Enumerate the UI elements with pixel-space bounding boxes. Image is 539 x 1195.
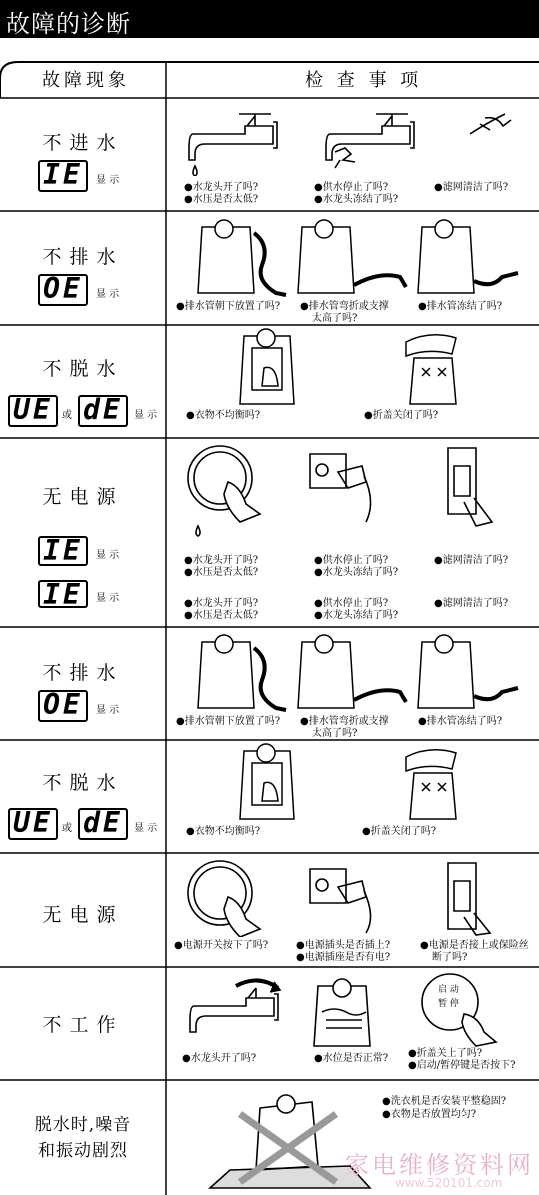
start-button-label: 启 动 [438, 985, 459, 995]
display-label: 显 示 [96, 175, 120, 186]
check-item: ●供水停止了吗? [314, 598, 389, 609]
power-check-illustrations [180, 857, 530, 937]
display-label: 显 示 [96, 550, 120, 561]
check-item: 断了吗? [432, 952, 468, 963]
check-item: ●水压是否太低? [184, 610, 259, 621]
display-label: 显 示 [134, 823, 158, 834]
pause-button-label: 暂 停 [438, 999, 459, 1009]
check-item: ●衣物是否放置均匀? [382, 1109, 477, 1120]
check-item: ●衣物不均衡吗? [186, 826, 261, 837]
check-item: ●排水管弯折或支撑 [300, 301, 389, 312]
error-code-display: dE [78, 395, 128, 427]
symptom-no-power: 无电源 [42, 486, 124, 508]
display-label: 显 示 [134, 410, 158, 421]
check-item: ●排水管朝下放置了吗? [176, 716, 281, 727]
check-item: ●排水管冻结了吗? [418, 716, 503, 727]
operation-check-illustrations [186, 972, 526, 1048]
check-item: ●水龙头开了吗? [182, 1053, 257, 1064]
symptom-noise-vibration: 脱水时,噪音 [34, 1115, 132, 1135]
error-code-display: IE [38, 536, 88, 566]
check-item: ●水龙头冻结了吗? [314, 567, 399, 578]
check-item: ●折盖关闭了吗? [362, 826, 437, 837]
check-item: ●洗衣机是否安装平整稳固? [382, 1096, 507, 1107]
symptom-no-spin: 不脱水 [42, 772, 124, 794]
display-label: 显 示 [96, 705, 120, 716]
display-label: 显 示 [96, 289, 120, 300]
check-item: ●水龙头冻结了吗? [314, 610, 399, 621]
power-check-illustrations [180, 442, 530, 550]
check-item: ●滤网清洁了吗? [434, 598, 509, 609]
check-item: ●供水停止了吗? [314, 555, 389, 566]
watermark-text: 家电维修资料网 [345, 1151, 534, 1179]
error-code-display: IE [38, 580, 88, 608]
symptom-no-drain: 不排水 [42, 662, 124, 684]
or-label: 或 [62, 823, 72, 834]
check-item: ●水压是否太低? [184, 567, 259, 578]
error-code-display: UE [8, 395, 58, 427]
error-code-display: dE [78, 808, 128, 840]
or-label: 或 [62, 410, 72, 421]
error-code-display: OE [38, 274, 88, 306]
check-item: ●折盖关上了吗? [408, 1048, 483, 1059]
check-item: 太高了吗? [312, 313, 358, 324]
check-item: ●排水管冻结了吗? [418, 301, 503, 312]
faucet-illustrations [185, 104, 530, 176]
symptom-no-spin: 不脱水 [42, 358, 124, 380]
check-item: ●滤网清洁了吗? [434, 182, 509, 193]
unbalanced-load-illustrations [230, 328, 480, 408]
error-code-display: IE [38, 160, 88, 192]
check-item: ●水位是否正常? [314, 1053, 389, 1064]
symptom-no-water-in: 不进水 [42, 132, 124, 154]
check-item: ●水龙头冻结了吗? [314, 194, 399, 205]
check-item: 太高了吗? [312, 728, 358, 739]
check-item: ●衣物不均衡吗? [186, 410, 261, 421]
washer-drain-illustrations [180, 630, 530, 715]
check-item: ●启动/暂停键是否按下? [408, 1060, 516, 1071]
symptom-no-power: 无电源 [42, 904, 124, 926]
check-item: ●排水管朝下放置了吗? [176, 301, 281, 312]
check-item: ●水龙头开了吗? [184, 555, 259, 566]
symptom-not-working: 不工作 [42, 1014, 124, 1036]
header-symptom: 故障现象 [42, 70, 130, 91]
watermark-url: www.520101.com [395, 1176, 503, 1190]
washer-drain-illustrations [180, 215, 530, 300]
header-check: 检 查 事 项 [305, 70, 423, 91]
check-item: ●排水管弯折或支撑 [300, 716, 389, 727]
check-item: ●电源开关按下了吗? [174, 940, 269, 951]
unbalanced-load-illustrations [230, 743, 480, 823]
check-item: ●水龙头开了吗? [184, 598, 259, 609]
symptom-no-drain: 不排水 [42, 246, 124, 268]
check-item: ●电源是否接上或保险丝 [420, 940, 529, 951]
check-item: ●折盖关闭了吗? [364, 410, 439, 421]
check-item: ●电源插座是否有电? [296, 952, 391, 963]
display-label: 显 示 [96, 593, 120, 604]
check-item: ●滤网清洁了吗? [434, 555, 509, 566]
check-item: ●水压是否太低? [184, 194, 259, 205]
check-item: ●电源插头是否插上? [296, 940, 391, 951]
error-code-display: OE [38, 690, 88, 722]
error-code-display: UE [8, 808, 58, 840]
check-item: ●供水停止了吗? [314, 182, 389, 193]
check-item: ●水龙头开了吗? [184, 182, 259, 193]
symptom-noise-vibration: 和振动剧烈 [38, 1141, 128, 1161]
page-title: 故障的诊断 [6, 10, 131, 38]
